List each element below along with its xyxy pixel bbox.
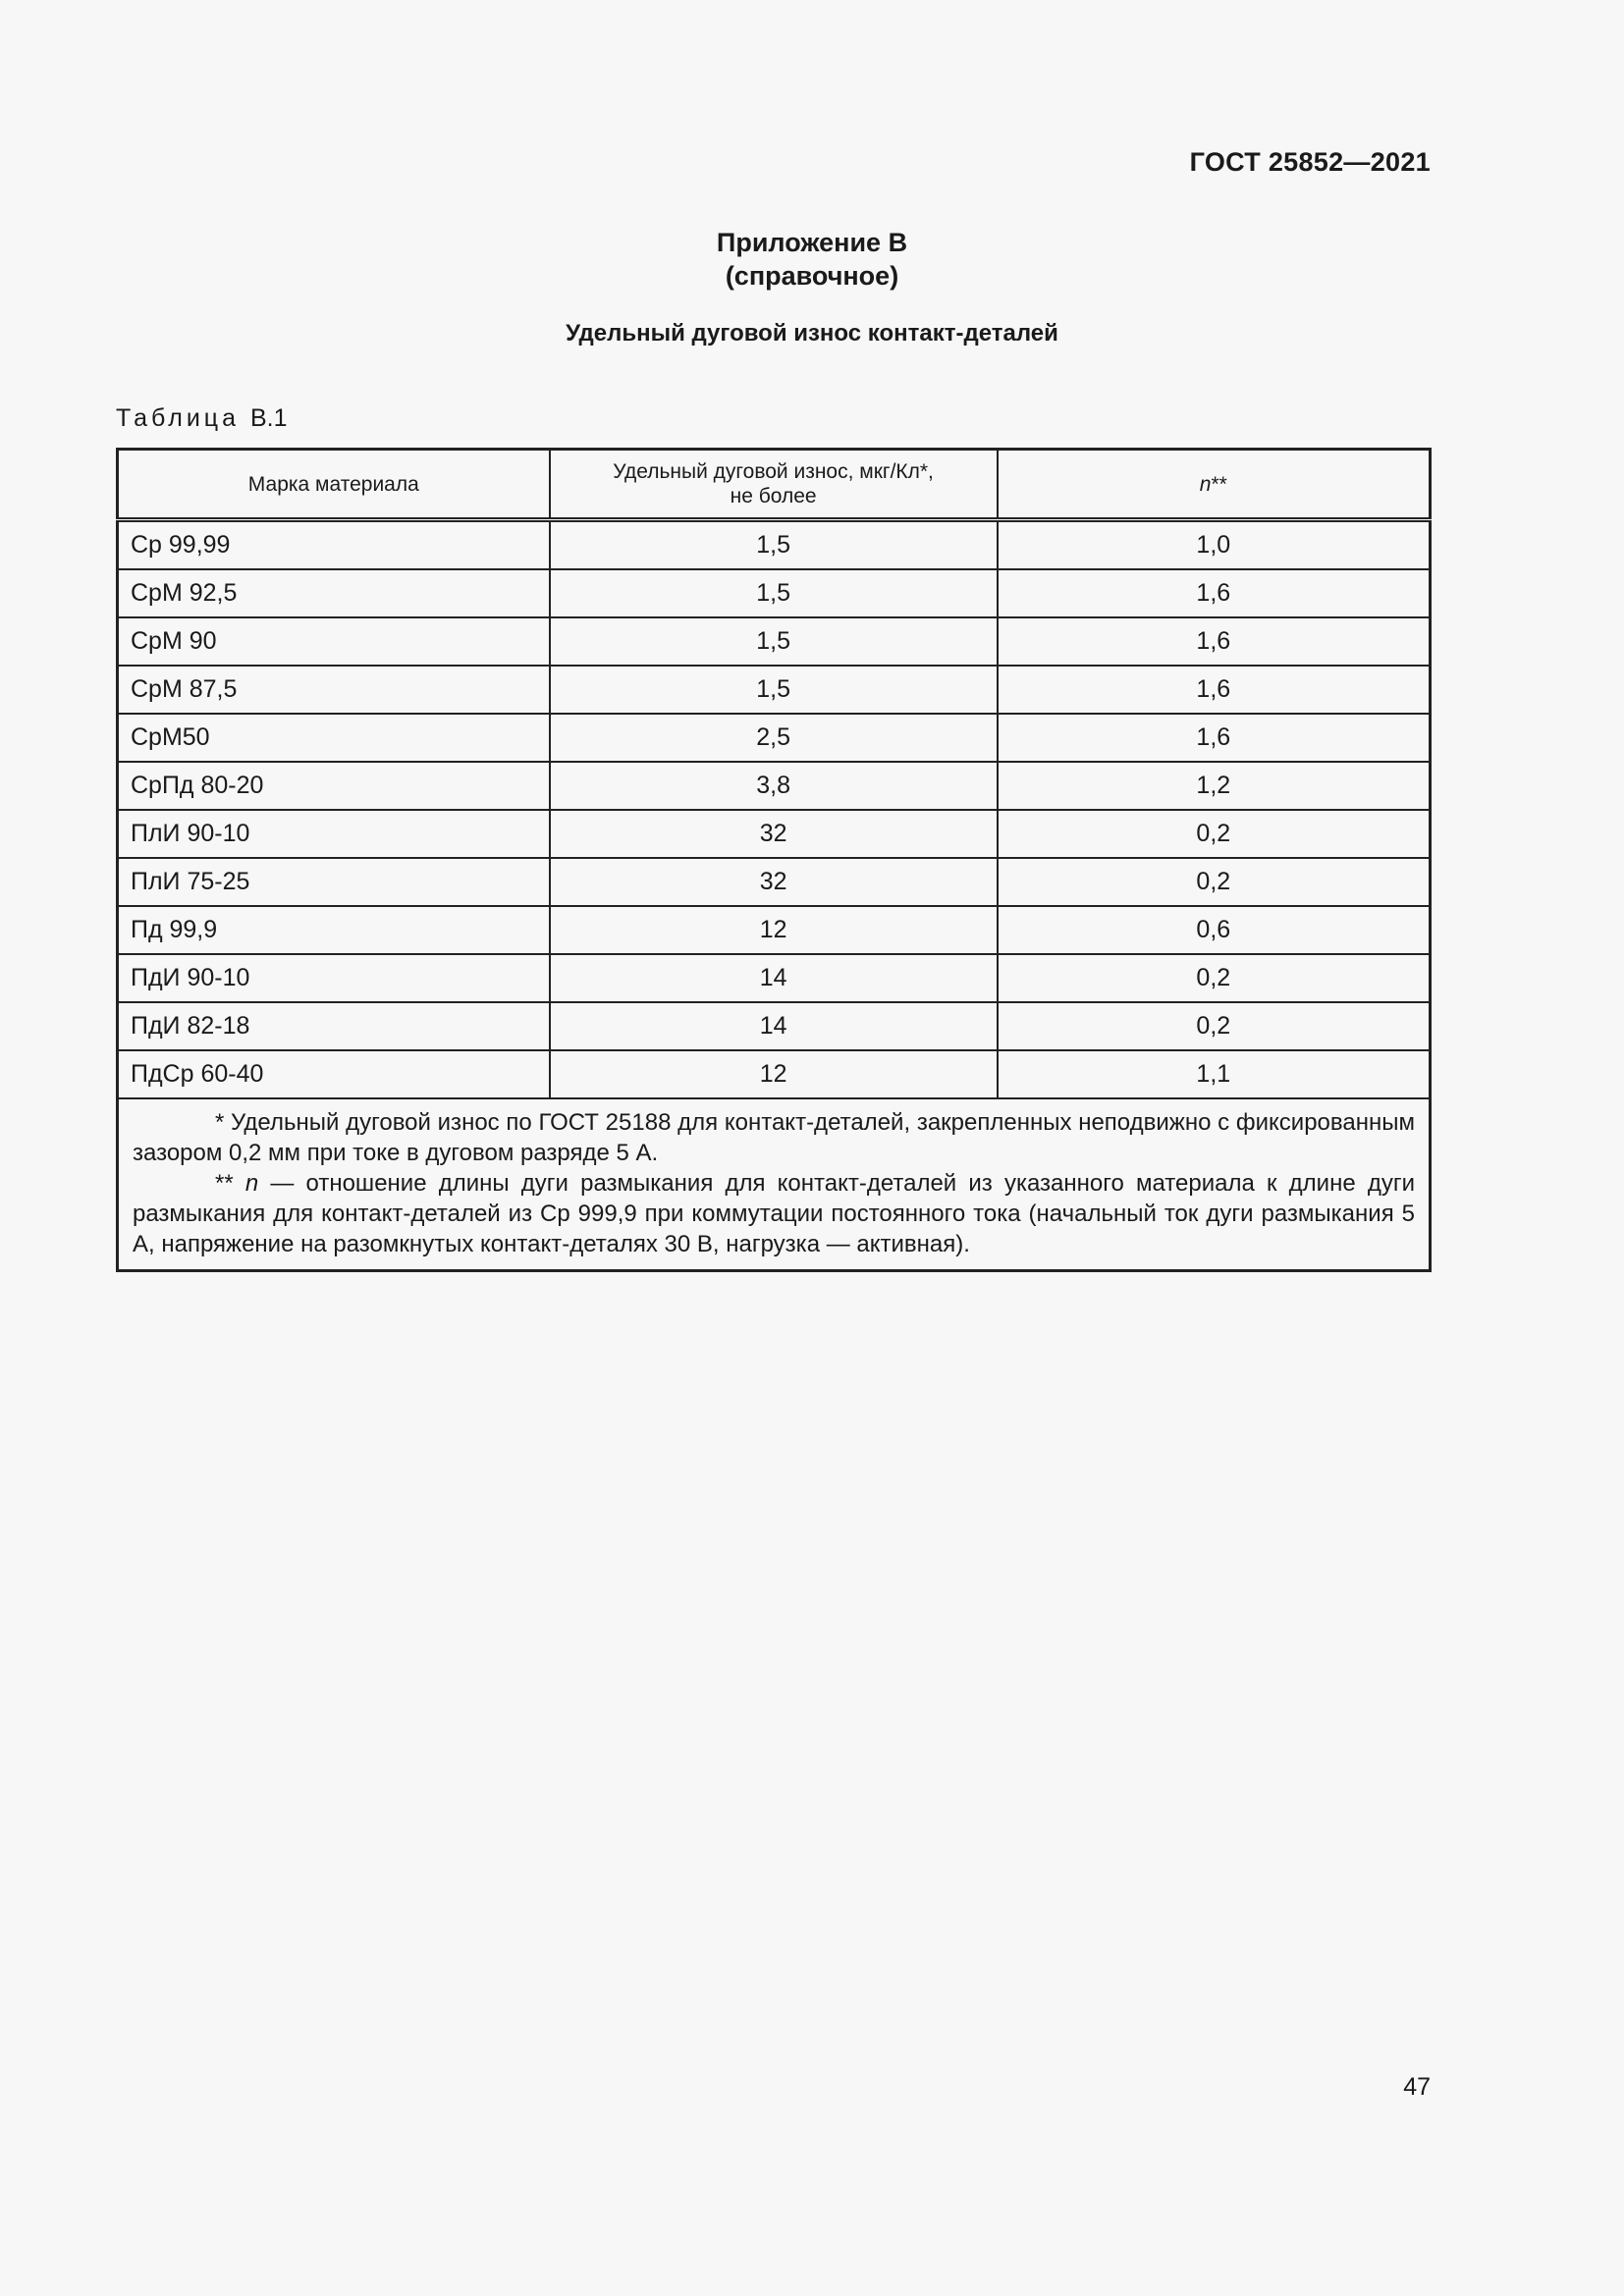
note-1: * Удельный дуговой износ по ГОСТ 25188 для контакт-деталей, закрепленных неподвижно с фиксированным зазором 0,2 мм при токе в дуговом разряде 5 А. — [133, 1109, 1415, 1166]
table-row — [118, 569, 1431, 617]
n-cell: 1,0 — [998, 520, 1431, 570]
wear-cell: 2,5 — [550, 714, 998, 762]
wear-table — [116, 448, 1432, 1272]
header-wear — [550, 450, 998, 520]
wear-cell: 12 — [550, 906, 998, 954]
table-label-number: В.1 — [249, 404, 288, 432]
wear-cell: 12 — [550, 1050, 998, 1098]
header-n-suffix: ** — [1211, 472, 1227, 496]
document-code: ГОСТ 25852—2021 — [1189, 147, 1431, 177]
wear-cell: 1,5 — [550, 569, 998, 617]
n-cell: 1,1 — [998, 1050, 1431, 1098]
table-header-row — [118, 450, 1431, 520]
material-cell: Пд 99,9 — [118, 906, 550, 954]
header-material: Марка материала — [118, 450, 550, 520]
wear-cell: 14 — [550, 1002, 998, 1050]
table-row — [118, 858, 1431, 906]
page-number: 47 — [1403, 2073, 1431, 2101]
n-cell: 1,6 — [998, 666, 1431, 714]
material-cell: СрМ50 — [118, 714, 550, 762]
wear-cell: 1,5 — [550, 520, 998, 570]
material-cell: ПдИ 90-10 — [118, 954, 550, 1002]
material-cell: СрМ 87,5 — [118, 666, 550, 714]
n-cell: 0,2 — [998, 858, 1431, 906]
table-row — [118, 762, 1431, 810]
n-cell: 0,6 — [998, 906, 1431, 954]
material-cell: ПлИ 75-25 — [118, 858, 550, 906]
appendix-subtitle: (справочное) — [725, 261, 899, 291]
table-row — [118, 954, 1431, 1002]
wear-cell: 1,5 — [550, 666, 998, 714]
header-n-variable: n — [1199, 472, 1212, 496]
table-notes — [118, 1098, 1431, 1271]
material-cell: СрМ 92,5 — [118, 569, 550, 617]
wear-cell: 1,5 — [550, 617, 998, 666]
material-cell: Ср 99,99 — [118, 520, 550, 570]
appendix-title: Приложение В — [716, 228, 908, 257]
table-row — [118, 520, 1431, 570]
material-cell: ПдСр 60-40 — [118, 1050, 550, 1098]
material-cell: СрПд 80-20 — [118, 762, 550, 810]
header-wear-line1: Удельный дуговой износ, мкг/Кл*, — [613, 460, 934, 483]
n-cell: 1,6 — [998, 714, 1431, 762]
table-row — [118, 714, 1431, 762]
appendix-heading — [0, 226, 1624, 293]
table-row — [118, 1050, 1431, 1098]
section-title: Удельный дуговой износ контакт-деталей — [566, 320, 1058, 347]
material-cell: СрМ 90 — [118, 617, 550, 666]
wear-cell: 3,8 — [550, 762, 998, 810]
note-2-text: — отношение длины дуги размыкания для контакт-деталей из указанного материала к длине дуги размыкания для контакт-деталей из Ср 999,9 при коммутации постоянного тока (начальный ток дуги размыкания 5 А, напряжение на разомкнутых контакт-деталях 30 В, нагрузка — активная). — [133, 1170, 1415, 1257]
table-row — [118, 906, 1431, 954]
material-cell: ПлИ 90-10 — [118, 810, 550, 858]
n-cell: 0,2 — [998, 954, 1431, 1002]
n-cell: 1,6 — [998, 569, 1431, 617]
note-2 — [133, 1168, 1415, 1259]
table-row — [118, 666, 1431, 714]
wear-cell: 14 — [550, 954, 998, 1002]
n-cell: 1,6 — [998, 617, 1431, 666]
wear-cell: 32 — [550, 810, 998, 858]
table-label — [116, 404, 288, 433]
n-cell: 1,2 — [998, 762, 1431, 810]
note-2-prefix: ** — [215, 1170, 245, 1197]
note-2-variable: n — [244, 1170, 259, 1197]
n-cell: 0,2 — [998, 1002, 1431, 1050]
material-cell: ПдИ 82-18 — [118, 1002, 550, 1050]
n-cell: 0,2 — [998, 810, 1431, 858]
header-n — [998, 450, 1431, 520]
wear-cell: 32 — [550, 858, 998, 906]
table-row — [118, 1002, 1431, 1050]
table-notes-row — [118, 1098, 1431, 1271]
table-row — [118, 617, 1431, 666]
table-row — [118, 810, 1431, 858]
header-wear-line2: не более — [730, 485, 817, 507]
table-label-word: Таблица — [116, 404, 241, 432]
